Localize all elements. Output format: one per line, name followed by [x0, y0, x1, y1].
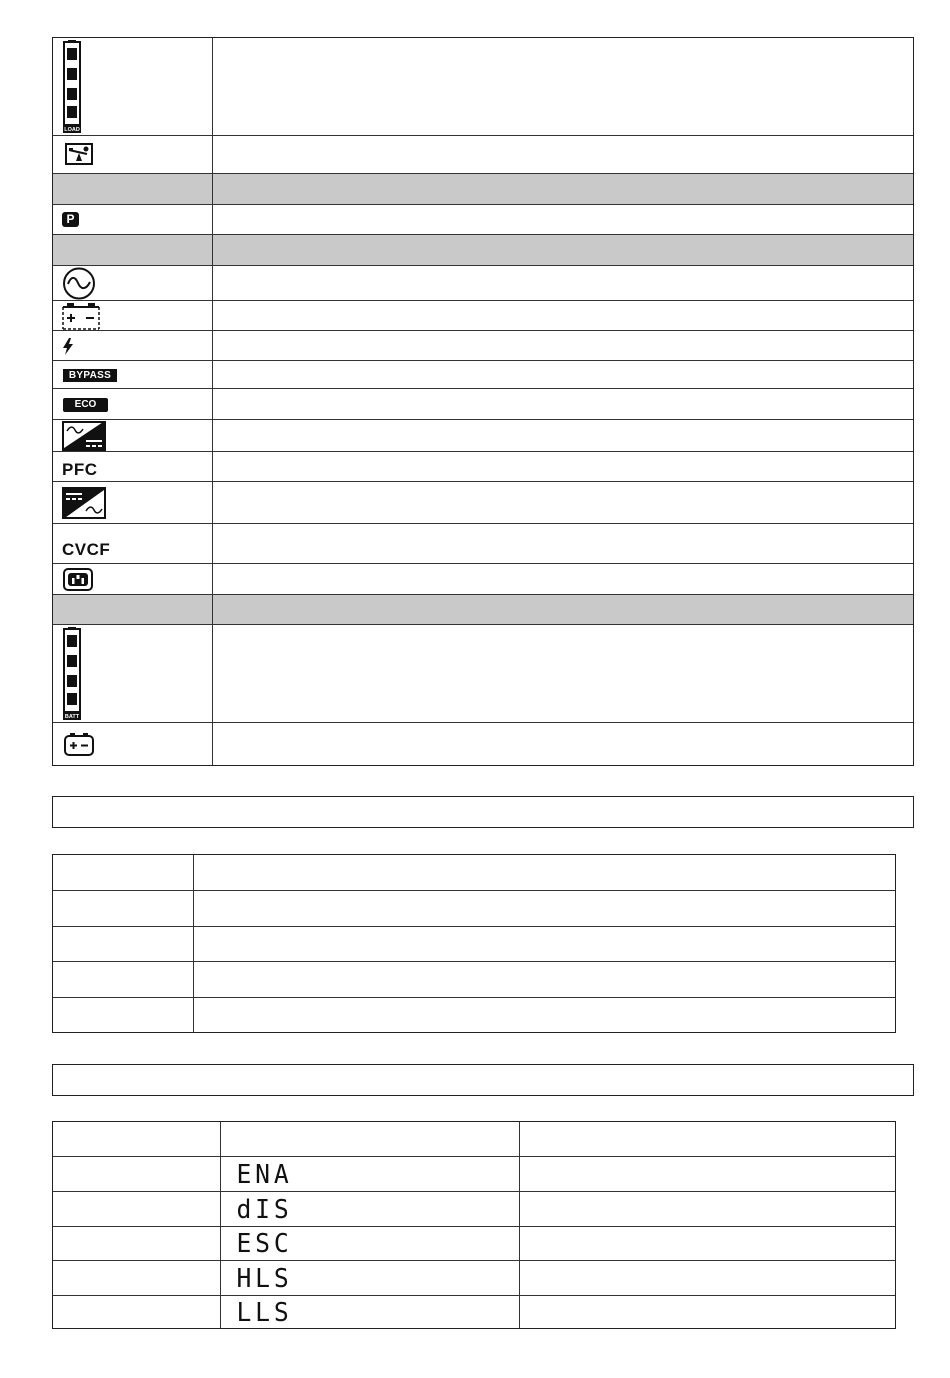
section-header-row — [53, 235, 913, 266]
table-row — [53, 524, 913, 564]
table-row — [53, 205, 913, 235]
lcd-code: ESC — [236, 1229, 293, 1259]
lcd-code: HLS — [236, 1264, 293, 1294]
section-header-row — [53, 595, 913, 625]
lcd-icon-table — [52, 37, 914, 766]
ac-to-dc-rectifier-icon — [62, 421, 106, 451]
table-row — [53, 331, 913, 361]
column-divider — [193, 855, 194, 1032]
table-row — [53, 891, 895, 927]
table-row — [53, 1227, 895, 1261]
section-heading-box — [52, 1064, 914, 1096]
column-divider — [220, 1122, 221, 1328]
table-row — [53, 389, 913, 420]
table-row — [53, 1157, 895, 1192]
column-divider — [519, 1122, 520, 1328]
table-row — [53, 1192, 895, 1227]
battery-level-icon — [61, 627, 83, 721]
section-heading-box — [52, 796, 914, 828]
table-row — [53, 38, 913, 136]
batt-caption: BATT — [64, 714, 80, 720]
lcd-code: LLS — [236, 1298, 293, 1328]
lcd-code: ENA — [236, 1160, 293, 1190]
table-row — [53, 420, 913, 452]
load-level-icon — [61, 40, 83, 134]
table-row — [53, 1296, 895, 1330]
eco-mode-icon: ECO — [63, 398, 108, 412]
battery-status-icon — [64, 732, 94, 756]
load-caption: LOAD — [64, 127, 80, 133]
table-row — [53, 927, 895, 962]
column-divider — [212, 38, 213, 765]
table-row — [53, 564, 913, 595]
pfc-icon: PFC — [62, 460, 98, 479]
parameter-setting-icon: P — [62, 212, 79, 227]
table-row — [53, 723, 913, 767]
table-row — [53, 482, 913, 524]
bypass-mode-icon: BYPASS — [63, 369, 117, 382]
table-header-row — [53, 1122, 895, 1157]
charging-bolt-icon — [62, 338, 74, 355]
ac-mode-icon — [62, 267, 96, 300]
battery-mode-icon — [62, 303, 100, 331]
cvcf-icon: CVCF — [62, 540, 111, 559]
table-row — [53, 962, 895, 998]
table-row — [53, 998, 895, 1034]
table-row — [53, 266, 913, 301]
lcd-code: dIS — [236, 1195, 293, 1225]
section-header-row — [53, 174, 913, 205]
table-row — [53, 136, 913, 174]
icon-cell — [53, 38, 213, 135]
dc-to-ac-inverter-icon — [62, 487, 106, 519]
settings-table — [52, 1121, 896, 1329]
output-outlet-icon — [63, 568, 93, 591]
table-row — [53, 361, 913, 389]
table-row — [53, 1261, 895, 1296]
table-row — [53, 452, 913, 482]
table-row — [53, 301, 913, 331]
table-row — [53, 855, 895, 891]
table-row — [53, 625, 913, 723]
overload-warning-icon — [65, 143, 93, 165]
description-table — [52, 854, 896, 1033]
